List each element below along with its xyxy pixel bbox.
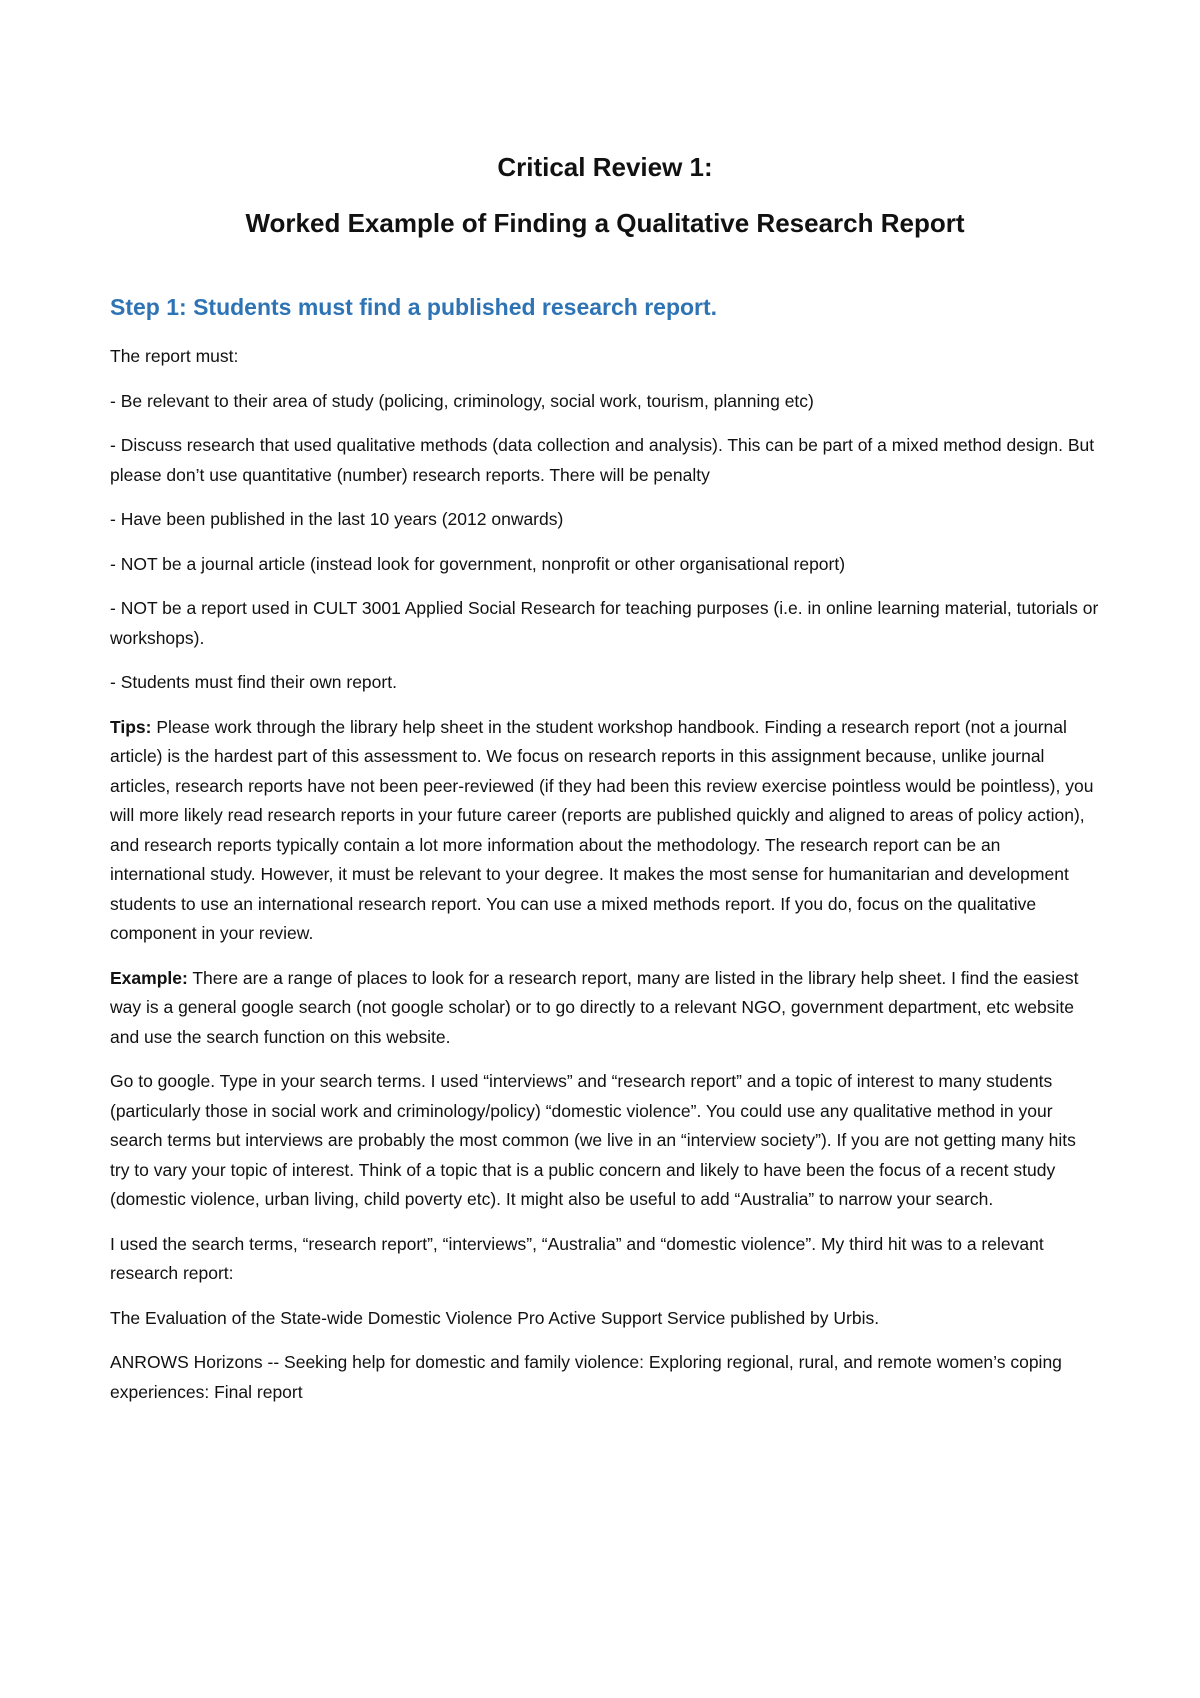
step-1-heading — [110, 292, 1100, 322]
example-paragraph — [110, 964, 1100, 1053]
search-terms-paragraph: I used the search terms, “research report”, “interviews”, “Australia” and “domestic violence”. My third hit was to a relevant research report: — [110, 1233, 1044, 1283]
requirement-item: - Discuss research that used qualitative methods (data collection and analysis). This can be part of a mixed method design. But please don’t use quantitative (number) research reports. There will be penalty — [110, 435, 1095, 485]
google-search-paragraph: Go to google. Type in your search terms. I used “interviews” and “research report” and a topic of interest to many students (particularly those in social work and criminology/policy) “domestic violence”. You could use any qualitative method in your search terms but interviews are probably the most common (we live in an “interview society”). If you are not getting many hits try to vary your topic of interest. Think of a topic that is a public concern and likely to have been the focus of a recent study (domestic violence, urban living, child poverty etc). It might also be useful to add “Australia” to narrow your search. — [110, 1071, 1076, 1209]
requirement-item: - NOT be a report used in CULT 3001 Applied Social Research for teaching purposes (i.e. in online learning material, tutorials or workshops). — [110, 598, 1099, 648]
report-reference-1: The Evaluation of the State-wide Domestic Violence Pro Active Support Service published by Urbis. — [110, 1307, 880, 1328]
requirement-item: - Be relevant to their area of study (policing, criminology, social work, tourism, planning etc) — [110, 390, 814, 411]
example-label: Example: — [110, 967, 188, 988]
tips-label: Tips: — [110, 716, 152, 737]
requirement-item: - NOT be a journal article (instead look for government, nonprofit or other organisational report) — [110, 553, 846, 574]
step-text: Students must find a published research report. — [193, 294, 718, 320]
document-body — [110, 150, 1100, 1422]
tips-text: Please work through the library help sheet in the student workshop handbook. Finding a research report (not a journal article) is the hardest part of this assessment to. We focus on research reports in this assignment because, unlike journal articles, research reports have not been peer-reviewed (if they had been this review exercise pointless would be pointless), you will more likely read research reports in your future career (reports are published quickly and aligned to areas of policy action), and research reports typically contain a lot more information about the methodology. The research report can be an international study. However, it must be relevant to your degree. It makes the most sense for humanitarian and development students to use an international research report. You can use a mixed methods report. If you do, focus on the qualitative component in your review. — [110, 716, 1094, 943]
requirements-intro: The report must: — [110, 346, 239, 366]
document-subtitle: Worked Example of Finding a Qualitative Research Report — [245, 208, 965, 238]
document-title: Critical Review 1: — [497, 152, 713, 182]
report-reference-2: ANROWS Horizons -- Seeking help for domestic and family violence: Exploring regional, rural, and remote women’s coping experiences: Final report — [110, 1352, 1062, 1402]
requirement-item: - Have been published in the last 10 years (2012 onwards) — [110, 509, 564, 529]
step-label: Step 1: — [110, 294, 187, 320]
tips-paragraph — [110, 713, 1100, 949]
requirement-item: - Students must find their own report. — [110, 672, 397, 692]
example-text: There are a range of places to look for a research report, many are listed in the library help sheet. I find the easiest way is a general google search (not google scholar) or to go directly to a relevant NGO, government department, etc website and use the search function on this website. — [110, 967, 1079, 1047]
